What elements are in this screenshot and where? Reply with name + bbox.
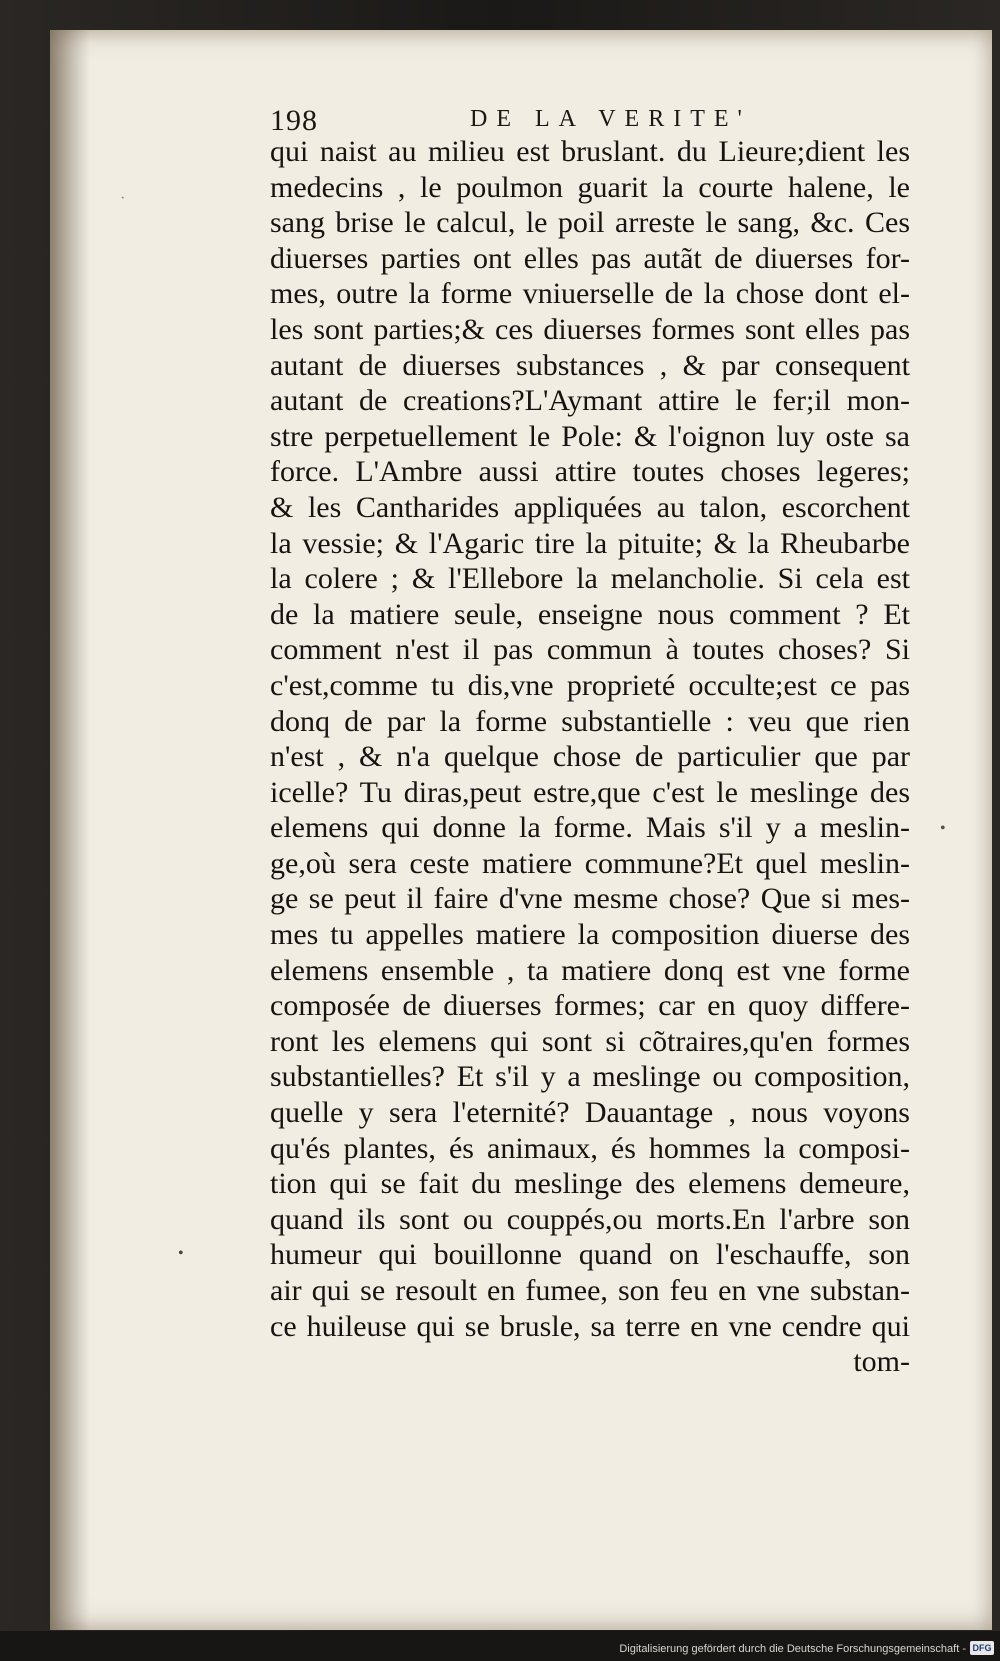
text-line: ront les elemens qui sont si cõtraires,qu'en formes [270, 1024, 910, 1058]
text-line: air qui se resoult en fumee, son feu en vne substan- [270, 1274, 910, 1307]
text-line: ce huileuse qui se brusle, sa terre en vne cendre qui [270, 1309, 910, 1343]
text-line: stre perpetuellement le Pole: & l'oignon luy oste sa [270, 419, 910, 453]
text-line: comment n'est il pas commun à toutes choses? Si [270, 633, 910, 667]
text-line: autant de creations?L'Aymant attire le fer;il mon- [270, 384, 910, 418]
text-line: de la matiere seule, enseigne nous comment ? Et [270, 597, 910, 631]
text-line: n'est , & n'a quelque chose de particulier que par [270, 740, 910, 774]
body-text [270, 134, 910, 1380]
running-title: DE LA VERITE' [470, 106, 751, 132]
text-line: icelle? Tu diras,peut estre,que c'est le meslinge des [270, 775, 910, 809]
text-line: tion qui se fait du meslinge des elemens demeure, [270, 1167, 910, 1201]
text-line: quelle y sera l'eternité? Dauantage , nous voyons [270, 1096, 910, 1130]
margin-mark-arrow: • [940, 820, 946, 837]
digitization-credit: Digitalisierung gefördert durch die Deutsche Forschungsgemeinschaft - [619, 1643, 966, 1655]
text-line: la vessie; & l'Agaric tire la pituite; & la Rheubarbe [270, 526, 910, 560]
text-line: force. L'Ambre aussi attire toutes choses legeres; [270, 455, 910, 489]
text-line: substantielles? Et s'il y a meslinge ou composition, [270, 1060, 910, 1094]
text-line: composée de diuerses formes; car en quoy differe- [270, 989, 910, 1023]
text-line: c'est,comme tu dis,vne proprieté occulte;est ce pas [270, 668, 910, 702]
text-line: les sont parties;& ces diuerses formes sont elles pas [270, 312, 910, 346]
text-line: elemens qui donne la forme. Mais s'il y a meslin- [270, 811, 910, 845]
text-line: diuerses parties ont elles pas autãt de diuerses for- [270, 241, 910, 275]
text-line: ge se peut il faire d'vne mesme chose? Que si mes- [270, 882, 910, 916]
footer-bar [0, 1631, 1000, 1661]
text-line: donq de par la forme substantielle : veu que rien [270, 704, 910, 738]
dfg-logo: DFG [970, 1641, 994, 1655]
gutter-shadow [50, 30, 90, 1630]
text-line: humeur qui bouillonne quand on l'eschauffe, son [270, 1238, 910, 1272]
catchword: tom- [853, 1345, 910, 1379]
text-line: elemens ensemble , ta matiere donq est vne forme [270, 953, 910, 987]
text-line: medecins , le poulmon guarit la courte halene, le [270, 170, 910, 204]
text-line: mes tu appelles matiere la composition diuerse des [270, 918, 910, 952]
text-line: quand ils sont ou couppés,ou morts.En l'arbre son [270, 1202, 910, 1236]
text-line: qui naist au milieu est bruslant. du Lieure;dient les [270, 135, 910, 168]
margin-speck: · [120, 190, 126, 207]
text-line: qu'és plantes, és animaux, és hommes la composi- [270, 1131, 910, 1165]
text-line: & les Cantharides appliquées au talon, escorchent [270, 490, 910, 524]
text-line: la colere ; & l'Ellebore la melancholie. Si cela est [270, 562, 910, 596]
margin-speck: • [178, 1245, 184, 1262]
text-line: ge,où sera ceste matiere commune?Et quel meslin- [270, 846, 910, 880]
text-line: autant de diuerses substances , & par consequent [270, 348, 910, 382]
text-line: sang brise le calcul, le poil arreste le sang, &c. Ces [270, 206, 910, 240]
text-line: mes, outre la forme vniuerselle de la chose dont el- [270, 277, 910, 311]
page-number: 198 [270, 104, 318, 137]
